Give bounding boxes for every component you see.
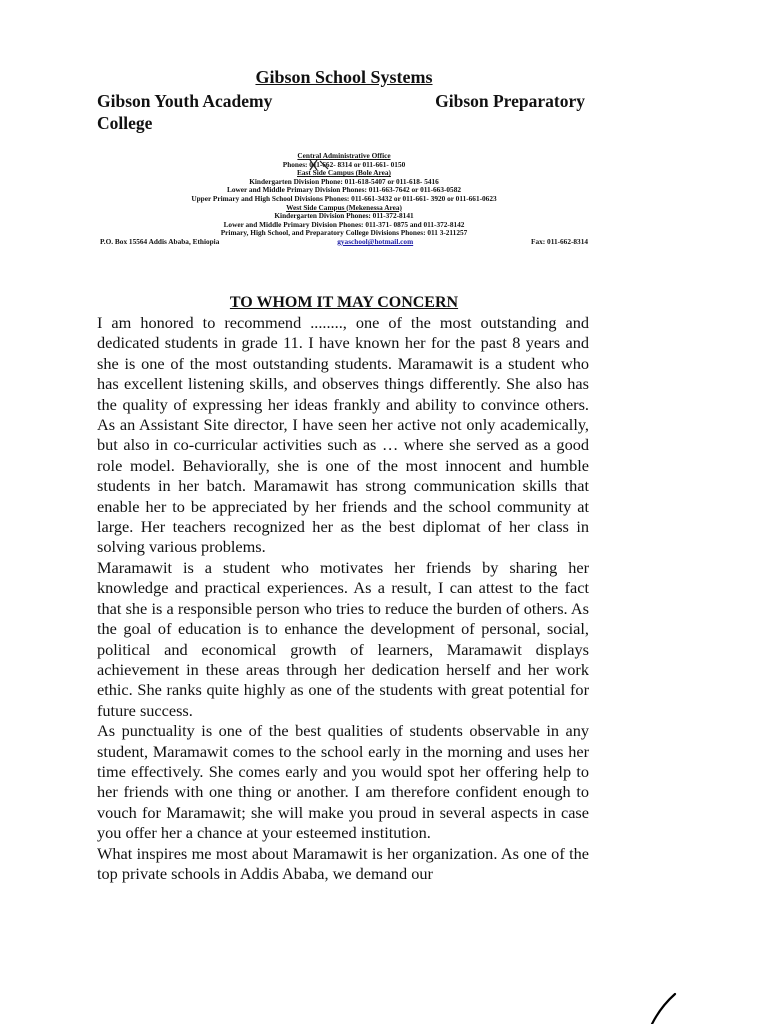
contact-line: East Side Campus (Bole Area) xyxy=(297,168,391,178)
contact-line: Upper Primary and High School Divisions Phones: 011-661-3432 or 011-661- 3920 or 011-661-0623 xyxy=(191,193,497,203)
contact-line: Central Administrative Office xyxy=(297,151,391,160)
letter-paragraph: What inspires me most about Maramawit is her organization. As one of the top private schools in Addis Ababa, we demand our xyxy=(97,843,589,883)
salutation-heading: TO WHOM IT MAY CONCERN xyxy=(229,294,459,311)
youth-academy-name: Gibson Youth Academy xyxy=(97,91,273,111)
letter-body xyxy=(97,313,589,884)
school-names xyxy=(97,90,593,134)
po-box: P.O. Box 15564 Addis Ababa, Ethiopia xyxy=(100,236,220,246)
email-link[interactable]: gyaschool@hotmail.com xyxy=(337,236,414,246)
preparatory-college-name-cont: College xyxy=(97,113,153,133)
contact-block xyxy=(100,152,588,247)
contact-line: Kindergarten Division Phone: 011-618-5407 or 011-618- 5416 xyxy=(249,176,439,186)
contact-line: Lower and Middle Primary Division Phones: 011-663-7642 or 011-663-0582 xyxy=(226,185,462,195)
letter-paragraph: Maramawit is a student who motivates her friends by sharing her knowledge and practical experiences. As a result, I can attest to the fact that she is a responsible person who tries to reduce the burden of others. As the goal of education is to enhance the development of personal, social, political and economical growth of learners, Maramawit displays achievement in these areas through her dedication herself and her work ethic. She ranks quite highly as one of the students with great potential for future success. xyxy=(97,557,589,720)
letter-paragraph: I am honored to recommend ........, one of the most outstanding and dedicated students in grade 11. I have known her for the past 8 years and she is one of the most outstanding students. Maramawit is a student who has excellent listening skills, and observes things differently. She also has the quality of expressing her ideas frankly and ability to convince others. As an Assistant Site director, I have seen her active not only academically, but also in co-curricular activities such as … where she served as a good role model. Behaviorally, she is one of the most innocent and humble students in her batch. Maramawit has strong communication skills that enable her to be appreciated by her friends and the school community at large. Her teachers recognized her as the best diplomat of her class in solving various problems. xyxy=(97,313,589,557)
school-names-row xyxy=(97,90,593,112)
letter-paragraph: As punctuality is one of the best qualities of students observable in any student, Maramawit comes to the school early in the morning and uses her time effectively. She comes early and you would spot her offering help to her friends with one thing or another. I am therefore confident enough to vouch for Maramawit; she will make you proud in several aspects in case you offer her a chance at your esteemed institution. xyxy=(97,721,589,843)
contact-lines xyxy=(100,152,588,238)
contact-line: Phones: 011-662- 8314 or 011-661- 0150 xyxy=(282,159,406,169)
fax-number: Fax: 011-662-8314 xyxy=(531,236,588,246)
contact-line: Kindergarten Division Phones: 011-372-8141 xyxy=(274,211,414,221)
contact-line: West Side Campus (Mekenessa Area) xyxy=(286,202,402,212)
contact-footer xyxy=(100,238,588,247)
signature-stroke xyxy=(640,988,690,1024)
school-system-title: Gibson School Systems xyxy=(255,67,433,87)
contact-line: Primary, High School, and Preparatory College Divisions Phones: 011 3-211257 xyxy=(220,228,468,238)
contact-line: Lower and Middle Primary Division Phones: 011-371- 0875 and 011-372-8142 xyxy=(223,219,465,229)
preparatory-college-name: Gibson Preparatory xyxy=(435,91,585,111)
